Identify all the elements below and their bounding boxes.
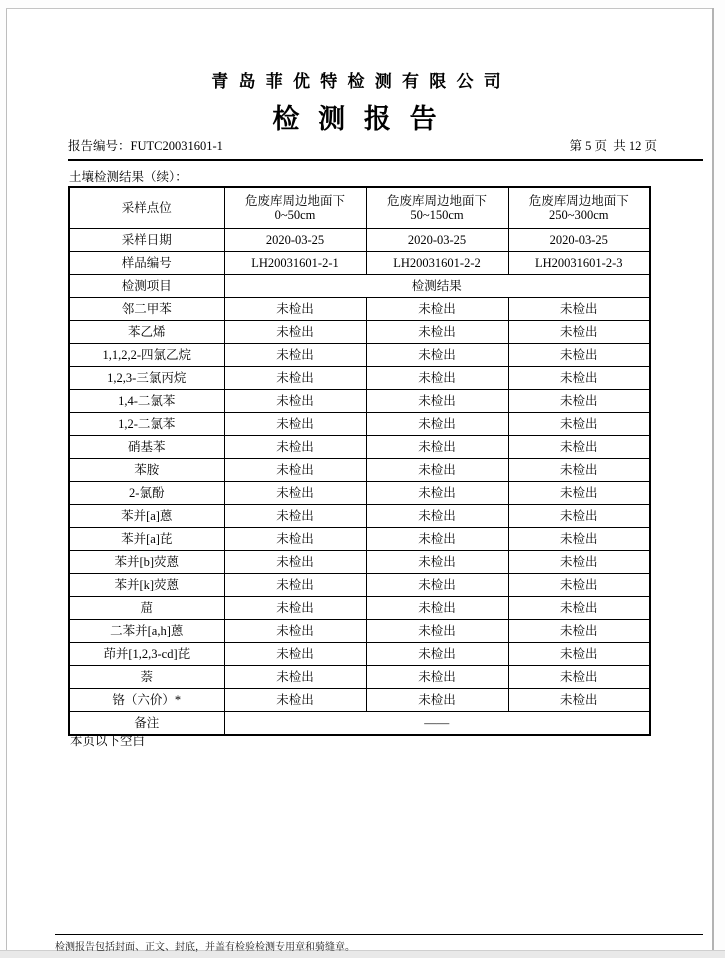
sampling-point-cell (224, 187, 366, 229)
result-cell: 未检出 (224, 505, 366, 528)
result-header-cell: 检测结果 (224, 275, 650, 298)
analyte-name-cell: 二苯并[a,h]蒽 (69, 620, 224, 643)
result-cell: 未检出 (224, 528, 366, 551)
date-cell: 2020-03-25 (224, 229, 366, 252)
table-row (69, 551, 650, 574)
point-line2: 250~300cm (548, 208, 609, 222)
result-cell: 未检出 (366, 482, 508, 505)
result-cell: 未检出 (366, 597, 508, 620)
result-cell: 未检出 (508, 367, 650, 390)
result-cell: 未检出 (508, 574, 650, 597)
analyte-name-cell: 铬（六价）* (69, 689, 224, 712)
result-cell: 未检出 (366, 666, 508, 689)
point-line2: 50~150cm (410, 208, 464, 222)
analyte-name-cell: 苯乙烯 (69, 321, 224, 344)
table-row (69, 321, 650, 344)
table-row (69, 620, 650, 643)
scan-edge-left (6, 8, 7, 951)
report-number-value: FUTC20031601-1 (130, 139, 223, 153)
result-cell: 未检出 (508, 551, 650, 574)
result-cell: 未检出 (224, 436, 366, 459)
scan-edge-top (6, 8, 713, 9)
result-cell: 未检出 (366, 689, 508, 712)
result-cell: 未检出 (508, 620, 650, 643)
result-cell: 未检出 (508, 390, 650, 413)
result-cell: 未检出 (508, 666, 650, 689)
analyte-name-cell: 1,2,3-三氯丙烷 (69, 367, 224, 390)
row-label-cell: 采样点位 (69, 187, 224, 229)
analyte-name-cell: 茚并[1,2,3-cd]芘 (69, 643, 224, 666)
result-cell: 未检出 (224, 321, 366, 344)
below-blank-note: 本页以下空白 (70, 734, 146, 748)
report-number (68, 136, 223, 154)
point-line1: 危废库周边地面下 (244, 193, 345, 208)
analyte-name-cell: 萘 (69, 666, 224, 689)
result-cell: 未检出 (508, 528, 650, 551)
result-cell: 未检出 (224, 643, 366, 666)
analyte-name-cell: 苯胺 (69, 459, 224, 482)
scan-edge-right (712, 8, 714, 951)
result-cell: 未检出 (366, 643, 508, 666)
result-cell: 未检出 (366, 390, 508, 413)
result-cell: 未检出 (366, 459, 508, 482)
table-row (69, 574, 650, 597)
result-cell: 未检出 (366, 344, 508, 367)
table-row (69, 689, 650, 712)
sample-id-cell: LH20031601-2-3 (508, 252, 650, 275)
result-cell: 未检出 (508, 689, 650, 712)
analyte-name-cell: 邻二甲苯 (69, 298, 224, 321)
analyte-name-cell: 2-氯酚 (69, 482, 224, 505)
result-cell: 未检出 (366, 574, 508, 597)
table-row (69, 298, 650, 321)
table-row (69, 459, 650, 482)
section-title: 土壤检测结果（续）： (69, 170, 188, 184)
result-cell: 未检出 (224, 298, 366, 321)
result-cell: 未检出 (508, 482, 650, 505)
result-cell: 未检出 (508, 643, 650, 666)
result-cell: 未检出 (366, 298, 508, 321)
remark-value-cell: —— (224, 712, 650, 736)
result-cell: 未检出 (508, 298, 650, 321)
sampling-point-row (69, 187, 650, 229)
analyte-name-cell: 1,4-二氯苯 (69, 390, 224, 413)
table-row (69, 528, 650, 551)
row-label-cell: 采样日期 (69, 229, 224, 252)
page-title: 检 测 报 告 (272, 104, 443, 134)
result-cell: 未检出 (366, 321, 508, 344)
report-meta (68, 136, 703, 161)
results-table (68, 186, 651, 736)
remark-section (69, 712, 650, 736)
result-cell: 未检出 (224, 620, 366, 643)
row-label-cell: 备注 (69, 712, 224, 736)
analyte-name-cell: 苯并[a]蒽 (69, 505, 224, 528)
result-cell: 未检出 (508, 344, 650, 367)
table-row (69, 505, 650, 528)
sampling-date-row (69, 229, 650, 252)
result-cell: 未检出 (508, 436, 650, 459)
result-cell: 未检出 (366, 436, 508, 459)
item-result-row (69, 275, 650, 298)
result-cell: 未检出 (224, 344, 366, 367)
table-row (69, 344, 650, 367)
result-cell: 未检出 (366, 367, 508, 390)
result-cell: 未检出 (224, 413, 366, 436)
table-row (69, 666, 650, 689)
point-line2: 0~50cm (274, 208, 316, 222)
analyte-rows (69, 298, 650, 712)
row-label-cell: 样品编号 (69, 252, 224, 275)
date-cell: 2020-03-25 (366, 229, 508, 252)
sampling-point-cell (508, 187, 650, 229)
result-cell: 未检出 (366, 528, 508, 551)
result-cell: 未检出 (508, 505, 650, 528)
analyte-name-cell: 苯并[k]荧蒽 (69, 574, 224, 597)
sample-id-cell: LH20031601-2-1 (224, 252, 366, 275)
result-cell: 未检出 (508, 321, 650, 344)
result-cell: 未检出 (224, 459, 366, 482)
row-label-cell: 检测项目 (69, 275, 224, 298)
table-header-rows (69, 187, 650, 298)
table-row (69, 436, 650, 459)
result-cell: 未检出 (224, 597, 366, 620)
table-row (69, 367, 650, 390)
analyte-name-cell: 1,1,2,2-四氯乙烷 (69, 344, 224, 367)
table-row (69, 643, 650, 666)
result-cell: 未检出 (366, 505, 508, 528)
remark-row (69, 712, 650, 736)
sample-id-cell: LH20031601-2-2 (366, 252, 508, 275)
result-cell: 未检出 (224, 551, 366, 574)
result-cell: 未检出 (508, 597, 650, 620)
result-cell: 未检出 (366, 620, 508, 643)
analyte-name-cell: 苯并[a]芘 (69, 528, 224, 551)
result-cell: 未检出 (224, 482, 366, 505)
result-cell: 未检出 (224, 574, 366, 597)
result-cell: 未检出 (508, 413, 650, 436)
company-name: 青 岛 菲 优 特 检 测 有 限 公 司 (211, 72, 504, 91)
result-cell: 未检出 (224, 367, 366, 390)
result-cell: 未检出 (366, 413, 508, 436)
table-row (69, 390, 650, 413)
footer-note: 检测报告包括封面、正文、封底，并盖有检验检测专用章和骑缝章。 (55, 934, 703, 953)
analyte-name-cell: 䓛 (69, 597, 224, 620)
sample-id-row (69, 252, 650, 275)
date-cell: 2020-03-25 (508, 229, 650, 252)
analyte-name-cell: 1,2-二氯苯 (69, 413, 224, 436)
table-row (69, 482, 650, 505)
result-cell: 未检出 (366, 551, 508, 574)
result-cell: 未检出 (224, 666, 366, 689)
point-line1: 危废库周边地面下 (386, 193, 487, 208)
report-number-label: 报告编号： (68, 139, 131, 153)
table-row (69, 597, 650, 620)
table-row (69, 413, 650, 436)
point-line1: 危废库周边地面下 (528, 193, 629, 208)
result-cell: 未检出 (224, 390, 366, 413)
page-indicator: 第 5 页 共 12 页 (569, 139, 657, 153)
analyte-name-cell: 硝基苯 (69, 436, 224, 459)
sampling-point-cell (366, 187, 508, 229)
result-cell: 未检出 (224, 689, 366, 712)
analyte-name-cell: 苯并[b]荧蒽 (69, 551, 224, 574)
result-cell: 未检出 (508, 459, 650, 482)
